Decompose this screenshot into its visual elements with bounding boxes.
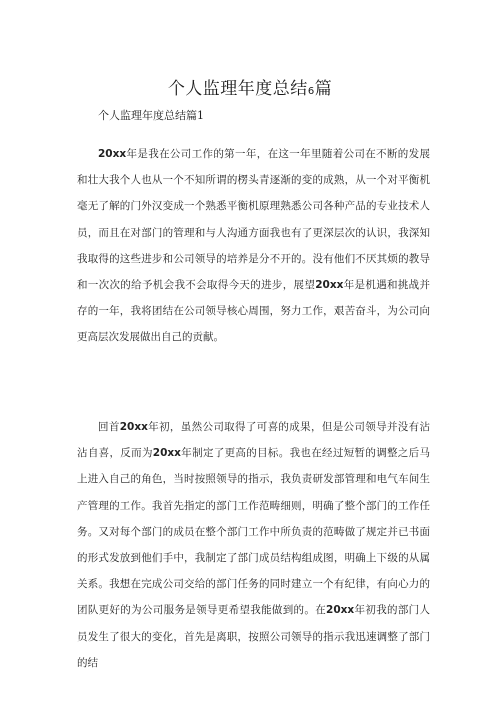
year-highlight: 20xx (326, 604, 355, 617)
paragraph-text: 年初我的部门人员发生了很大的变化，首先是离职，按照公司领导的指示我迅速调整了部门的结 (77, 604, 431, 669)
paragraph-text: 年是我在公司工作的第一年，在这一年里随着公司在不断的发展和壮大我个人也从一个不知所谓的楞头青逐渐的变的成熟，从一个对平衡机毫无了解的门外汉变成一个熟悉平衡机原理熟悉公司各种产品的专业技术人员，而且在对部门的管理和与人沟通方面我也有了更深层次的认识，我深知我取得的这些进步和公司领导的培养是分不开的。没有他们不厌其烦的教导和一次次的给予机会我不会取得今天的进步，展望 (77, 148, 430, 292)
title-number: 6 (307, 86, 315, 97)
title-tail: 篇 (314, 79, 333, 99)
paragraph-text: 年制定了更高的目标。我也在经过短暂的调整之后马上进入自己的角色，当时按照领导的指示，我负责研发部管理和电气车间生产管理的工作。我首先指定的部门工作范畴细则，明确了整个部门的工作任务。又对每个部门的成员在整个部门工作中所负责的范畴做了规定并已书面的形式发放到他们手中，我制定了部门成员结构组成图，明确上下级的从属关系。我想在完成公司交给的部门任务的同时建立一个有纪律，有向心力的团队更好的为公司服务是领导更希望我能做到的。在 (77, 447, 431, 617)
section-heading: 个人监理年度总结篇1 (98, 109, 204, 122)
paragraph-text: 年是机遇和挑战并存的一年，我将团结在公司领导核心周围，努力工作，艰苦奋斗，为公司向更高层次发展做出自己的贡献。 (77, 279, 431, 344)
paragraph-1 (77, 141, 430, 351)
paragraph-lead: 回首 (98, 421, 120, 433)
paragraph-text: 年初，虽然公司取得了可喜的成果，但是公司领导并没有沾沾自喜，反而为 (77, 421, 430, 460)
year-highlight: 20xx (152, 447, 181, 460)
year-highlight: 20xx (98, 148, 127, 160)
year-highlight: 20xx (119, 421, 148, 433)
document-title (0, 74, 500, 99)
paragraph-2 (77, 414, 430, 676)
title-main: 个人监理年度总结 (167, 79, 308, 99)
year-highlight: 20xx (315, 279, 344, 292)
